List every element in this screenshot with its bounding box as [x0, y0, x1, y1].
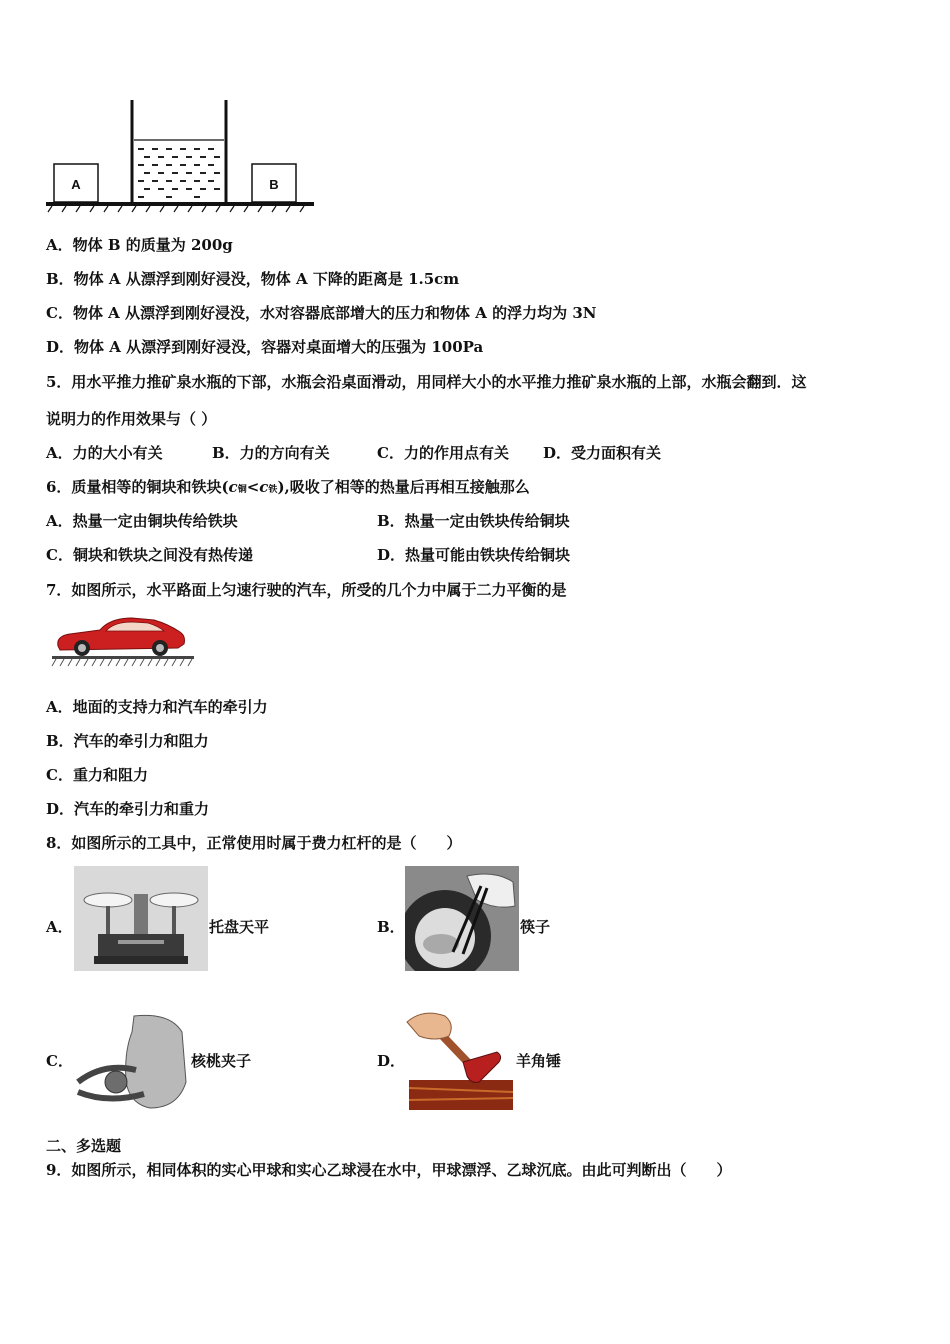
q6-option-a: A．热量一定由铜块传给铁块	[46, 512, 238, 530]
q8-stem: 8．如图所示的工具中，正常使用时属于费力杠杆的是（ ）	[46, 834, 462, 852]
q4-option-d: D．物体 A 从漂浮到刚好浸没，容器对桌面增大的压强为 100Pa	[46, 338, 484, 356]
q8-letter-d: D．	[377, 1052, 406, 1070]
q6-c-iron: c	[259, 478, 269, 496]
q6-stem-prefix: 6．质量相等的铜块和铁块(	[46, 478, 229, 496]
q6-sub-copper: 铜	[237, 485, 247, 495]
car-figure	[48, 610, 198, 670]
q7-option-a: A．地面的支持力和汽车的牵引力	[46, 698, 268, 716]
claw-hammer-image	[405, 1006, 515, 1112]
q8-name-d: 羊角锤	[516, 1052, 562, 1070]
q6-option-d: D．热量可能由铁块传给铜块	[377, 546, 571, 564]
q7-option-d: D．汽车的牵引力和重力	[46, 800, 210, 818]
block-b-label: B	[269, 177, 279, 192]
q4-option-b: B．物体 A 从漂浮到刚好浸没，物体 A 下降的距离是 1.5cm	[46, 270, 460, 288]
q6-c-copper: c	[228, 478, 238, 496]
block-a-label: A	[71, 177, 81, 192]
q7-option-b: B．汽车的牵引力和阻力	[46, 732, 209, 750]
balance-scale-image	[74, 866, 208, 971]
q5-option-b: B．力的方向有关	[212, 444, 330, 462]
q6-option-b: B．热量一定由铁块传给铜块	[377, 512, 570, 530]
q4-option-c: C．物体 A 从漂浮到刚好浸没，水对容器底部增大的压力和物体 A 的浮力均为 3N	[46, 304, 597, 322]
q7-stem: 7．如图所示，水平路面上匀速行驶的汽车，所受的几个力中属于二力平衡的是	[46, 581, 567, 599]
q9-stem: 9．如图所示，相同体积的实心甲球和实心乙球浸在水中，甲球漂浮、乙球沉底。由此可判断出（ ）	[46, 1161, 732, 1179]
q5-stem-line2: 说明力的作用效果与（ ）	[46, 410, 217, 428]
q6-stem	[46, 477, 530, 500]
q5-option-c: C．力的作用点有关	[377, 444, 509, 462]
q5-option-d: D．受力面积有关	[543, 444, 662, 462]
q6-option-c: C．铜块和铁块之间没有热传递	[46, 546, 253, 564]
q4-option-a: A．物体 B 的质量为 200g	[46, 236, 233, 254]
container-figure	[44, 96, 319, 218]
q8-letter-a: A．	[46, 918, 73, 936]
q6-less-than: <	[246, 478, 260, 496]
chopsticks-image	[405, 866, 519, 971]
q8-letter-c: C．	[46, 1052, 73, 1070]
section-title-multiple-choice: 二、多选题	[46, 1137, 122, 1155]
q8-letter-b: B．	[377, 918, 405, 936]
q8-name-a: 托盘天平	[209, 918, 270, 936]
q5-stem-line1: 5．用水平推力推矿泉水瓶的下部，水瓶会沿桌面滑动，用同样大小的水平推力推矿泉水瓶的上部，水瓶会翻到．这	[46, 373, 807, 391]
nutcracker-image	[74, 1012, 190, 1112]
q6-stem-suffix: ),吸收了相等的热量后再相互接触那么	[277, 478, 530, 496]
q6-sub-iron: 铁	[268, 485, 278, 495]
q8-name-b: 筷子	[520, 918, 551, 936]
q7-option-c: C．重力和阻力	[46, 766, 148, 784]
q8-name-c: 核桃夹子	[191, 1052, 252, 1070]
q5-option-a: A．力的大小有关	[46, 444, 163, 462]
